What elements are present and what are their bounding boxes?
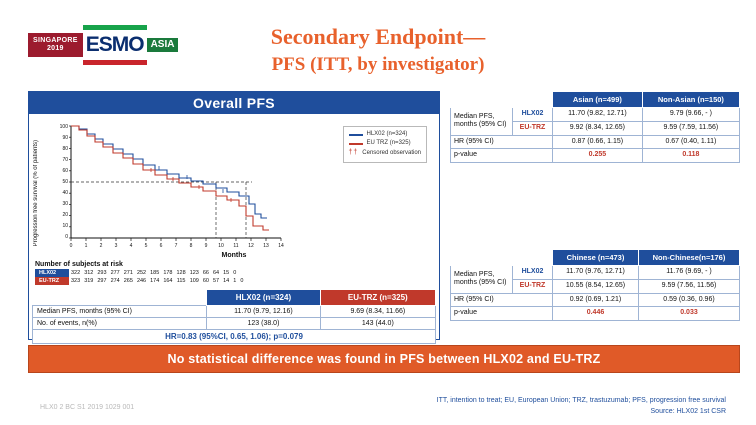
chinese-cell-chinese-hr: 0.92 (0.69, 1.21) xyxy=(553,293,639,307)
svg-text:60: 60 xyxy=(62,168,68,174)
risk-cell: 109 xyxy=(189,278,199,284)
risk-table-title: Number of subjects at risk xyxy=(35,261,123,268)
chinese-row-label-median: Median PFS, months (95% CI) xyxy=(451,266,513,294)
svg-text:40: 40 xyxy=(62,190,68,196)
risk-row-eutrz xyxy=(35,277,245,285)
overall-pfs-panel xyxy=(28,91,440,340)
svg-text:3: 3 xyxy=(114,243,118,249)
footer-abbrev-line: ITT, intention to treat; EU, European Union; TRZ, trastuzumab; PFS, progression free survival xyxy=(436,397,726,404)
risk-cell: 185 xyxy=(150,270,160,276)
page-title xyxy=(0,22,756,77)
svg-text:11: 11 xyxy=(233,243,239,249)
asian-cell-nonasian-hlx02: 9.79 (9.66, - ) xyxy=(642,108,739,122)
risk-cell: 274 xyxy=(110,278,120,284)
risk-cell: 312 xyxy=(84,270,94,276)
risk-cell: 319 xyxy=(84,278,94,284)
svg-text:100: 100 xyxy=(59,124,68,130)
logo-esmo-text: ESMO xyxy=(83,25,147,65)
summary-row-label: Median PFS, months (95% CI) xyxy=(33,306,207,318)
svg-text:5: 5 xyxy=(144,243,148,249)
svg-text:8: 8 xyxy=(189,243,193,249)
risk-cell: 178 xyxy=(163,270,173,276)
chinese-row-label-pvalue: p-value xyxy=(451,307,553,321)
chinese-row-label-hr: HR (95% CI) xyxy=(451,293,553,307)
svg-text:10: 10 xyxy=(218,243,224,249)
censor-tick-icon: †† xyxy=(348,149,359,156)
risk-cell: 0 xyxy=(240,278,244,284)
risk-cell-empty xyxy=(238,269,245,277)
risk-table xyxy=(35,269,245,285)
summary-row-hr xyxy=(33,330,436,344)
risk-cell: 1 xyxy=(233,278,237,284)
y-axis-label: Progression free survival (% of patients) xyxy=(33,140,39,247)
risk-cell: 57 xyxy=(213,278,220,284)
page-title-line2: PFS (ITT, by investigator) xyxy=(271,53,485,75)
legend-item-censored xyxy=(349,148,422,159)
asian-cell-asian-pvalue: 0.255 xyxy=(553,149,643,163)
risk-cell: 174 xyxy=(150,278,160,284)
chinese-row-pvalue xyxy=(451,307,740,321)
chinese-subgroup-table xyxy=(450,249,740,321)
chinese-cell-nonchinese-eutrz: 9.59 (7.56, 11.56) xyxy=(638,279,739,293)
asian-subgroup-table xyxy=(450,91,740,163)
svg-text:10: 10 xyxy=(62,223,68,229)
summary-cell-hlx02: 11.70 (9.79, 12.16) xyxy=(207,306,320,318)
page-title-line1: Secondary Endpoint— xyxy=(270,24,486,49)
chinese-arm-hlx02: HLX02 xyxy=(513,266,553,280)
chart-legend xyxy=(343,126,428,163)
summary-header-eutrz: EU-TRZ (n=325) xyxy=(320,290,435,306)
asian-header-blank1 xyxy=(451,92,513,108)
asian-cell-asian-hr: 0.87 (0.66, 1.15) xyxy=(553,135,643,149)
svg-text:14: 14 xyxy=(278,243,284,249)
summary-cell-hlx02: 123 (38.0) xyxy=(207,318,320,330)
risk-cell: 15 xyxy=(223,270,230,276)
svg-text:1: 1 xyxy=(84,243,88,249)
risk-row-label-eutrz: EU-TRZ xyxy=(35,277,69,285)
chinese-header-col1: Chinese (n=473) xyxy=(553,250,639,266)
asian-cell-nonasian-pvalue: 0.118 xyxy=(642,149,739,163)
summary-header-hlx02: HLX02 (n=324) xyxy=(207,290,320,306)
svg-text:70: 70 xyxy=(62,157,68,163)
summary-hr-value: HR=0.83 (95%CI, 0.65, 1.06); p=0.079 xyxy=(33,330,436,344)
chinese-cell-chinese-hlx02: 11.70 (9.76, 12.71) xyxy=(553,266,639,280)
chinese-cell-nonchinese-hlx02: 11.76 (9.69, - ) xyxy=(638,266,739,280)
asian-cell-asian-eutrz: 9.92 (8.34, 12.65) xyxy=(553,121,643,135)
svg-text:4: 4 xyxy=(129,243,133,249)
asian-cell-nonasian-eutrz: 9.59 (7.59, 11.56) xyxy=(642,121,739,135)
svg-text:30: 30 xyxy=(62,201,68,207)
summary-row-median xyxy=(33,306,436,318)
risk-cell: 246 xyxy=(136,278,147,284)
risk-cell: 64 xyxy=(213,270,220,276)
svg-text:0: 0 xyxy=(65,234,68,240)
legend-label-hlx02: HLX02 (n=324) xyxy=(366,131,408,137)
summary-cell-eutrz: 143 (44.0) xyxy=(320,318,435,330)
pfs-summary-table xyxy=(32,289,436,344)
svg-text:13: 13 xyxy=(263,243,269,249)
asian-row-label-pvalue: p-value xyxy=(451,149,553,163)
asian-header-col2: Non-Asian (n=150) xyxy=(642,92,739,108)
chinese-cell-chinese-eutrz: 10.55 (8.54, 12.65) xyxy=(553,279,639,293)
summary-row-label: No. of events, n(%) xyxy=(33,318,207,330)
chinese-cell-nonchinese-pvalue: 0.033 xyxy=(638,307,739,321)
asian-cell-nonasian-hr: 0.67 (0.40, 1.11) xyxy=(642,135,739,149)
chinese-cell-chinese-pvalue: 0.446 xyxy=(553,307,639,321)
risk-cell: 66 xyxy=(202,270,209,276)
km-curve-chart xyxy=(31,118,437,268)
footer-abbreviations xyxy=(437,396,726,417)
overall-pfs-header: Overall PFS xyxy=(29,92,439,114)
risk-cell: 252 xyxy=(136,270,147,276)
chinese-row-hr xyxy=(451,293,740,307)
asian-header-row xyxy=(451,92,740,108)
asian-row-hr xyxy=(451,135,740,149)
svg-text:50: 50 xyxy=(62,179,68,185)
svg-text:7: 7 xyxy=(174,243,178,249)
logo-asia-text: ASIA xyxy=(147,38,179,52)
svg-text:0: 0 xyxy=(69,243,73,249)
risk-cell: 164 xyxy=(163,278,173,284)
asian-header-blank2 xyxy=(513,92,553,108)
svg-text:2: 2 xyxy=(99,243,103,249)
risk-cell: 265 xyxy=(123,278,133,284)
asian-header-col1: Asian (n=499) xyxy=(553,92,643,108)
risk-cell: 128 xyxy=(176,270,186,276)
risk-cell: 277 xyxy=(110,270,120,276)
chinese-header-blank2 xyxy=(513,250,553,266)
risk-cell: 123 xyxy=(189,270,199,276)
svg-text:80: 80 xyxy=(62,146,68,152)
risk-row-hlx02 xyxy=(35,269,245,277)
risk-cell: 323 xyxy=(71,278,81,284)
svg-text:6: 6 xyxy=(159,243,163,249)
chinese-row-hlx02 xyxy=(451,266,740,280)
conclusion-banner: No statistical difference was found in PFS between HLX02 and EU-TRZ xyxy=(28,345,740,373)
svg-text:90: 90 xyxy=(62,135,68,141)
asian-row-label-hr: HR (95% CI) xyxy=(451,135,553,149)
risk-cell: 271 xyxy=(123,270,133,276)
footer-source-line: Source: HLX02 1st CSR xyxy=(650,407,726,415)
logo-singapore-line1: SINGAPORE xyxy=(33,37,78,45)
chinese-cell-nonchinese-hr: 0.59 (0.36, 0.96) xyxy=(638,293,739,307)
summary-cell-eutrz: 9.69 (8.34, 11.66) xyxy=(320,306,435,318)
svg-text:9: 9 xyxy=(204,243,208,249)
chinese-header-blank1 xyxy=(451,250,513,266)
asian-arm-hlx02: HLX02 xyxy=(513,108,553,122)
chinese-arm-eutrz: EU-TRZ xyxy=(513,279,553,293)
legend-swatch-eutrz-icon xyxy=(349,143,363,145)
risk-cell: 14 xyxy=(223,278,230,284)
risk-cell: 293 xyxy=(97,270,107,276)
x-axis-label: Months xyxy=(221,252,247,259)
summary-header-row xyxy=(33,290,436,306)
summary-row-events xyxy=(33,318,436,330)
asian-row-label-median: Median PFS, months (95% CI) xyxy=(451,108,513,136)
risk-cell: 115 xyxy=(176,278,186,284)
risk-cell: 322 xyxy=(71,270,81,276)
risk-row-label-hlx02: HLX02 xyxy=(35,269,69,277)
legend-item-hlx02 xyxy=(349,130,422,139)
chinese-header-row xyxy=(451,250,740,266)
summary-header-blank xyxy=(33,290,207,306)
legend-label-eutrz: EU TRZ (n=325) xyxy=(366,140,411,146)
asian-row-hlx02 xyxy=(451,108,740,122)
asian-cell-asian-hlx02: 11.70 (9.82, 12.71) xyxy=(553,108,643,122)
risk-cell: 0 xyxy=(233,270,237,276)
risk-cell: 297 xyxy=(97,278,107,284)
legend-label-censored: Censored observation xyxy=(362,149,421,156)
legend-swatch-hlx02-icon xyxy=(349,134,363,136)
svg-text:12: 12 xyxy=(248,243,254,249)
asian-row-pvalue xyxy=(451,149,740,163)
risk-cell: 60 xyxy=(202,278,209,284)
asian-arm-eutrz: EU-TRZ xyxy=(513,121,553,135)
svg-text:20: 20 xyxy=(62,212,68,218)
chinese-header-col2: Non-Chinese(n=176) xyxy=(638,250,739,266)
logo-singapore-line2: 2019 xyxy=(46,45,64,52)
legend-item-eutrz xyxy=(349,139,422,148)
footer-document-id: HLX0 2 BC S1 2019 1029 001 xyxy=(40,404,135,411)
